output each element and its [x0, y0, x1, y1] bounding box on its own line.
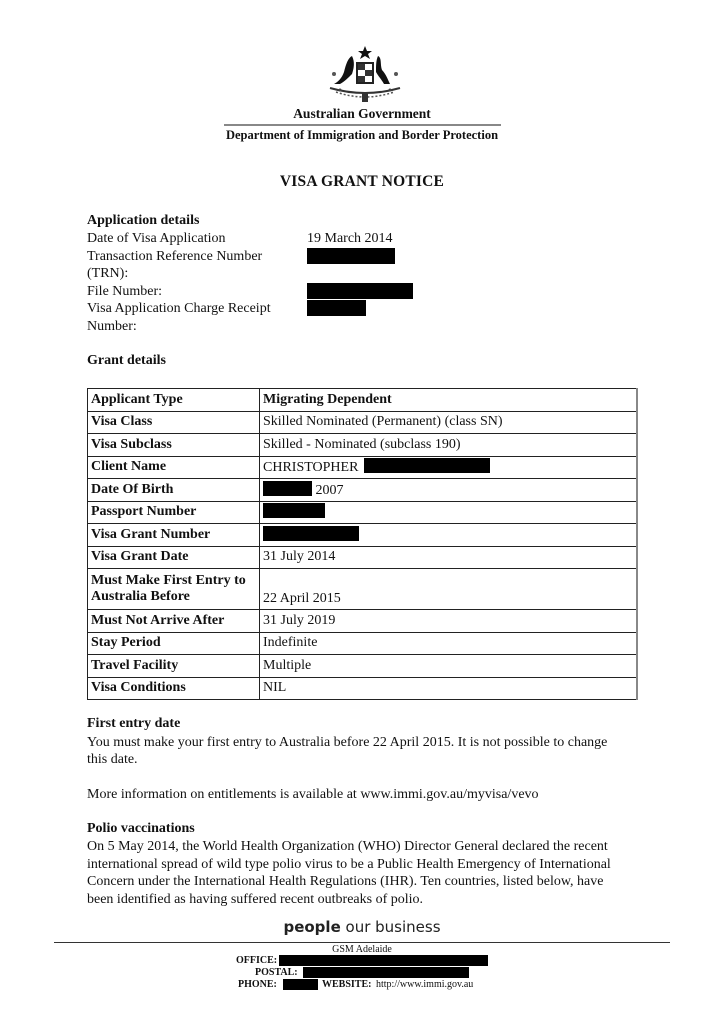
department-name: Department of Immigration and Border Protection: [225, 128, 499, 142]
trn-label-line1: Transaction Reference Number: [87, 249, 263, 264]
file-number-label: File Number:: [87, 284, 163, 299]
office-name: GSM Adelaide: [332, 944, 392, 955]
polio-text-line1: On 5 May 2014, the World Health Organization (WHO) Director General declared the recent: [87, 839, 608, 854]
row-value: Migrating Dependent: [260, 389, 638, 412]
table-row: [88, 610, 638, 633]
row-value: 31 July 2019: [260, 610, 638, 633]
row-label: Visa Class: [88, 411, 260, 434]
row-value: [260, 501, 638, 524]
polio-heading: Polio vaccinations: [87, 821, 195, 836]
polio-text-line2: international spread of wild type polio virus to be a Public Health Emergency of International: [87, 857, 611, 872]
polio-text-line3: Concern under the International Health Regulations (IHR). Ten countries, listed below, have: [87, 874, 604, 889]
grant-details-table: [87, 388, 638, 700]
table-row: [88, 456, 638, 479]
row-value: 22 April 2015: [260, 569, 638, 610]
row-value: 31 July 2014: [260, 546, 638, 569]
row-label: Must Not Arrive After: [88, 610, 260, 633]
row-label: Visa Conditions: [88, 677, 260, 700]
entitlements-info: More information on entitlements is available at www.immi.gov.au/myvisa/vevo: [87, 787, 539, 802]
receipt-label-line2: Number:: [87, 319, 137, 334]
table-row: [88, 524, 638, 547]
row-label: Stay Period: [88, 632, 260, 655]
website-link[interactable]: http://www.immi.gov.au: [376, 979, 474, 990]
client-surname-redacted: [364, 458, 490, 473]
table-row: [88, 546, 638, 569]
table-row: [88, 389, 638, 412]
row-value: Skilled - Nominated (subclass 190): [260, 434, 638, 457]
row-value: [260, 479, 638, 502]
table-row: [88, 632, 638, 655]
first-entry-heading: First entry date: [87, 716, 181, 731]
visa-grant-number-redacted: [263, 526, 359, 541]
table-row: [88, 479, 638, 502]
table-row: [88, 501, 638, 524]
row-label: Date Of Birth: [88, 479, 260, 502]
row-label: Applicant Type: [88, 389, 260, 412]
passport-number-redacted: [263, 503, 325, 518]
header-divider: [224, 124, 501, 126]
postal-address-redacted: [303, 967, 469, 978]
row-label-line2: Australia Before: [91, 589, 190, 604]
date-of-application-label: Date of Visa Application: [87, 231, 226, 246]
office-label: OFFICE:: [236, 955, 278, 966]
row-value: [260, 524, 638, 547]
row-value: Indefinite: [260, 632, 638, 655]
footer-brand: [0, 918, 724, 936]
table-row: [88, 434, 638, 457]
row-label: [88, 569, 260, 610]
table-row: [88, 655, 638, 678]
row-label: Visa Subclass: [88, 434, 260, 457]
row-value: [260, 456, 638, 479]
office-address-redacted: [279, 955, 488, 966]
brand-rest: our business: [340, 918, 441, 936]
row-label: Visa Grant Number: [88, 524, 260, 547]
postal-label: POSTAL:: [255, 967, 298, 978]
footer-divider: [54, 942, 670, 943]
document-title: VISA GRANT NOTICE: [279, 173, 445, 190]
receipt-label-line1: Visa Application Charge Receipt: [87, 301, 271, 316]
row-value: Skilled Nominated (Permanent) (class SN): [260, 411, 638, 434]
first-entry-text-line2: this date.: [87, 752, 138, 767]
website-label: WEBSITE:: [322, 979, 372, 990]
dob-year: 2007: [315, 482, 344, 498]
table-row: [88, 569, 638, 610]
phone-label: PHONE:: [238, 979, 277, 990]
date-of-application-value: 19 March 2014: [307, 231, 393, 246]
government-name: Australian Government: [293, 106, 431, 121]
coat-of-arms-icon: [322, 44, 408, 106]
trn-redacted: [307, 248, 395, 264]
first-entry-text-line1: You must make your first entry to Australia before 22 April 2015. It is not possible to change: [87, 735, 608, 750]
grant-details-heading: Grant details: [87, 353, 166, 368]
row-value: NIL: [260, 677, 638, 700]
receipt-number-redacted: [307, 300, 366, 316]
trn-label-line2: (TRN):: [87, 266, 129, 281]
row-label: Travel Facility: [88, 655, 260, 678]
dob-day-month-redacted: [263, 481, 312, 496]
row-label: Visa Grant Date: [88, 546, 260, 569]
phone-redacted: [283, 979, 318, 990]
table-row: [88, 677, 638, 700]
brand-bold: people: [283, 918, 341, 936]
application-details-heading: Application details: [87, 213, 200, 228]
polio-text-line4: been identified as having suffered recent outbreaks of polio.: [87, 892, 424, 907]
row-value: Multiple: [260, 655, 638, 678]
client-first-name: CHRISTOPHER: [263, 460, 359, 476]
row-label: Passport Number: [88, 501, 260, 524]
table-row: [88, 411, 638, 434]
file-number-redacted: [307, 283, 413, 299]
row-label: Client Name: [88, 456, 260, 479]
row-label-line1: Must Make First Entry to: [91, 573, 246, 588]
